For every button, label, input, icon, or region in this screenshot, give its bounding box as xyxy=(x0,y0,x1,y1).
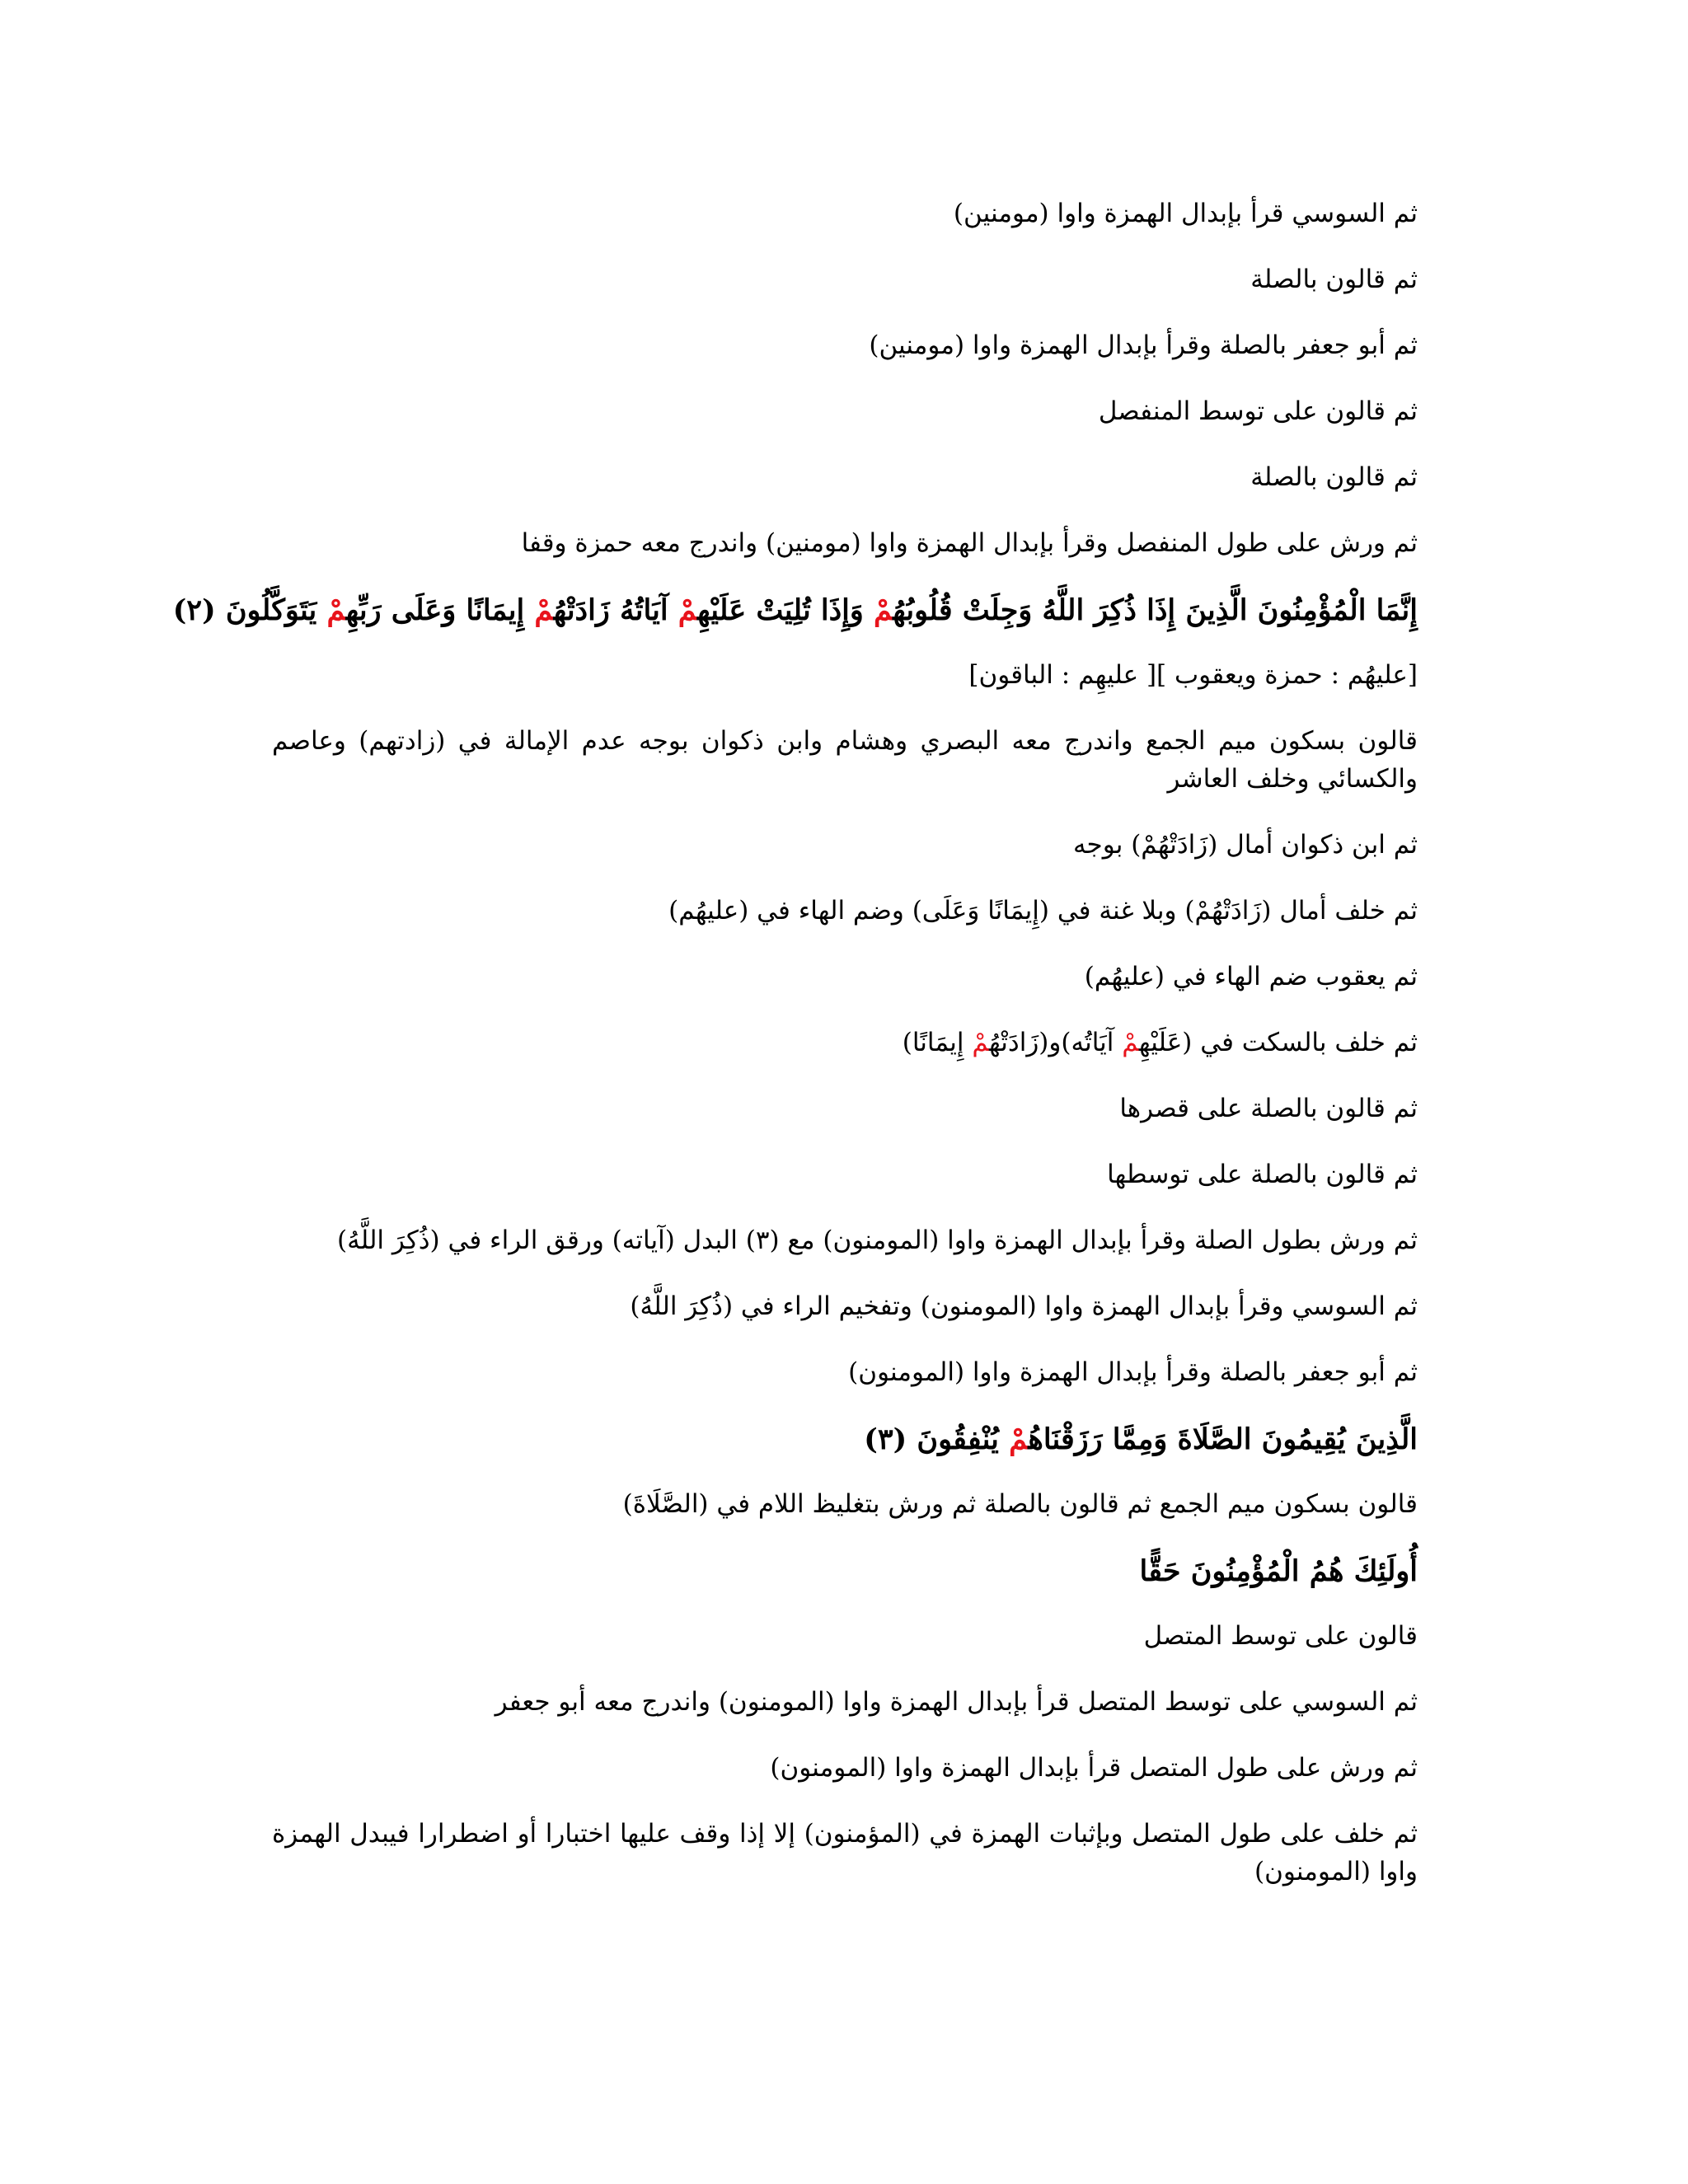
text-segment: قالون على توسط المتصل xyxy=(1143,1621,1418,1651)
text-line xyxy=(272,458,1418,496)
text-segment: ثم خلف على طول المتصل وبإثبات الهمزة في (المؤمنون) إلا إذا وقف عليها اختبارا أو اضطرارا فيبدل الهمزة واوا (المومنون) xyxy=(272,1819,1418,1886)
text-line xyxy=(272,1221,1418,1259)
text-line xyxy=(272,1287,1418,1325)
text-segment: قالون بسكون ميم الجمع واندرج معه البصري وهشام وابن ذكوان بوجه عدم الإمالة في (زادتهم) وعاصم والكسائي وخلف العاشر xyxy=(272,726,1418,794)
text-segment: إِيمَانًا) xyxy=(902,1028,973,1057)
highlighted-mim: مْ xyxy=(534,593,554,627)
text-line xyxy=(272,826,1418,864)
text-segment: إِنَّمَا الْمُؤْمِنُونَ الَّذِينَ إِذَا ذُكِرَ اللَّهُ وَجِلَتْ قُلُوبُهُ xyxy=(893,593,1418,627)
text-line xyxy=(272,1815,1418,1891)
text-line xyxy=(272,722,1418,798)
text-line xyxy=(272,1617,1418,1655)
text-segment: وَإِذَا تُلِيَتْ عَلَيْهِ xyxy=(697,593,874,627)
text-segment: ثم السوسي قرأ بإبدال الهمزة واوا (مومنين) xyxy=(953,199,1418,228)
text-line xyxy=(272,1090,1418,1127)
highlighted-mim: مْ xyxy=(874,593,893,627)
text-segment: ثم أبو جعفر بالصلة وقرأ بإبدال الهمزة واوا (المومنون) xyxy=(848,1357,1418,1387)
text-line xyxy=(272,392,1418,430)
text-segment: يَتَوَكَّلُونَ (٢) xyxy=(172,593,327,627)
text-segment: إِيمَانًا وَعَلَى رَبِّهِ xyxy=(345,593,535,627)
text-segment: ثم خلف بالسكت في (عَلَيْهِ xyxy=(1138,1028,1418,1057)
text-line xyxy=(272,1683,1418,1721)
text-line xyxy=(272,1749,1418,1787)
highlighted-mim: مْ xyxy=(1009,1422,1029,1456)
text-line xyxy=(272,656,1418,694)
text-segment: آيَاتُهُ زَادَتْهُ xyxy=(553,593,678,627)
text-segment: ثم ورش على طول المنفصل وقرأ بإبدال الهمزة واوا (مومنين) واندرج معه حمزة وقفا xyxy=(521,528,1418,558)
text-segment: ثم قالون بالصلة على قصرها xyxy=(1119,1094,1418,1123)
text-line xyxy=(272,1155,1418,1193)
text-segment: ثم قالون بالصلة على توسطها xyxy=(1107,1160,1418,1189)
text-segment: ثم خلف أمال (زَادَتْهُمْ) وبلا غنة في (إِيمَانًا وَعَلَى) وضم الهاء في (عليهُم) xyxy=(668,896,1418,926)
text-line xyxy=(272,194,1418,232)
text-segment: ثم ابن ذكوان أمال (زَادَتْهُمْ) بوجه xyxy=(1072,830,1418,860)
highlighted-mim: مْ xyxy=(326,593,346,627)
text-segment: ثم أبو جعفر بالصلة وقرأ بإبدال الهمزة واوا (مومنين) xyxy=(869,330,1418,360)
text-segment: أُولَئِكَ هُمُ الْمُؤْمِنُونَ حَقًّا xyxy=(1139,1554,1418,1588)
text-segment: ثم قالون على توسط المنفصل xyxy=(1098,396,1418,426)
text-line xyxy=(272,260,1418,298)
text-line xyxy=(272,1024,1418,1062)
text-segment: الَّذِينَ يُقِيمُونَ الصَّلَاةَ وَمِمَّا رَزَقْنَاهُ xyxy=(1028,1422,1418,1456)
text-segment: آيَاتُه)و(زَادَتْهُ xyxy=(989,1028,1123,1057)
text-line xyxy=(272,1485,1418,1523)
document-page xyxy=(172,194,1418,1919)
highlighted-mim: مْ xyxy=(678,593,698,627)
text-segment: ثم ورش على طول المتصل قرأ بإبدال الهمزة واوا (المومنون) xyxy=(770,1753,1418,1783)
text-line xyxy=(272,524,1418,562)
highlighted-mim: مْ xyxy=(1122,1028,1139,1057)
text-line xyxy=(272,892,1418,930)
text-line xyxy=(272,326,1418,364)
text-segment: ثم السوسي وقرأ بإبدال الهمزة واوا (المومنون) وتفخيم الراء في (ذُكِرَ اللَّهُ) xyxy=(630,1291,1418,1321)
highlighted-mim: مْ xyxy=(972,1028,989,1057)
text-segment: يُنْفِقُونَ (٣) xyxy=(864,1422,1010,1456)
quran-verse xyxy=(272,1419,1418,1460)
text-segment: ثم السوسي على توسط المتصل قرأ بإبدال الهمزة واوا (المومنون) واندرج معه أبو جعفر xyxy=(495,1687,1418,1717)
text-segment: ثم قالون بالصلة xyxy=(1250,265,1418,294)
text-segment: ثم قالون بالصلة xyxy=(1250,462,1418,492)
text-line xyxy=(272,958,1418,996)
quran-verse xyxy=(272,1551,1418,1592)
text-segment: [عليهُم : حمزة ويعقوب ][ عليهِم : الباقون] xyxy=(968,660,1418,690)
text-line xyxy=(272,1353,1418,1391)
text-segment: قالون بسكون ميم الجمع ثم قالون بالصلة ثم ورش بتغليظ اللام في (الصَّلَاةَ) xyxy=(622,1489,1418,1519)
quran-verse xyxy=(172,590,1418,631)
text-segment: ثم ورش بطول الصلة وقرأ بإبدال الهمزة واوا (المومنون) مع (٣) البدل (آياته) ورقق الراء في (ذُكِرَ اللَّهُ) xyxy=(336,1226,1418,1255)
text-segment: ثم يعقوب ضم الهاء في (عليهُم) xyxy=(1084,962,1418,991)
